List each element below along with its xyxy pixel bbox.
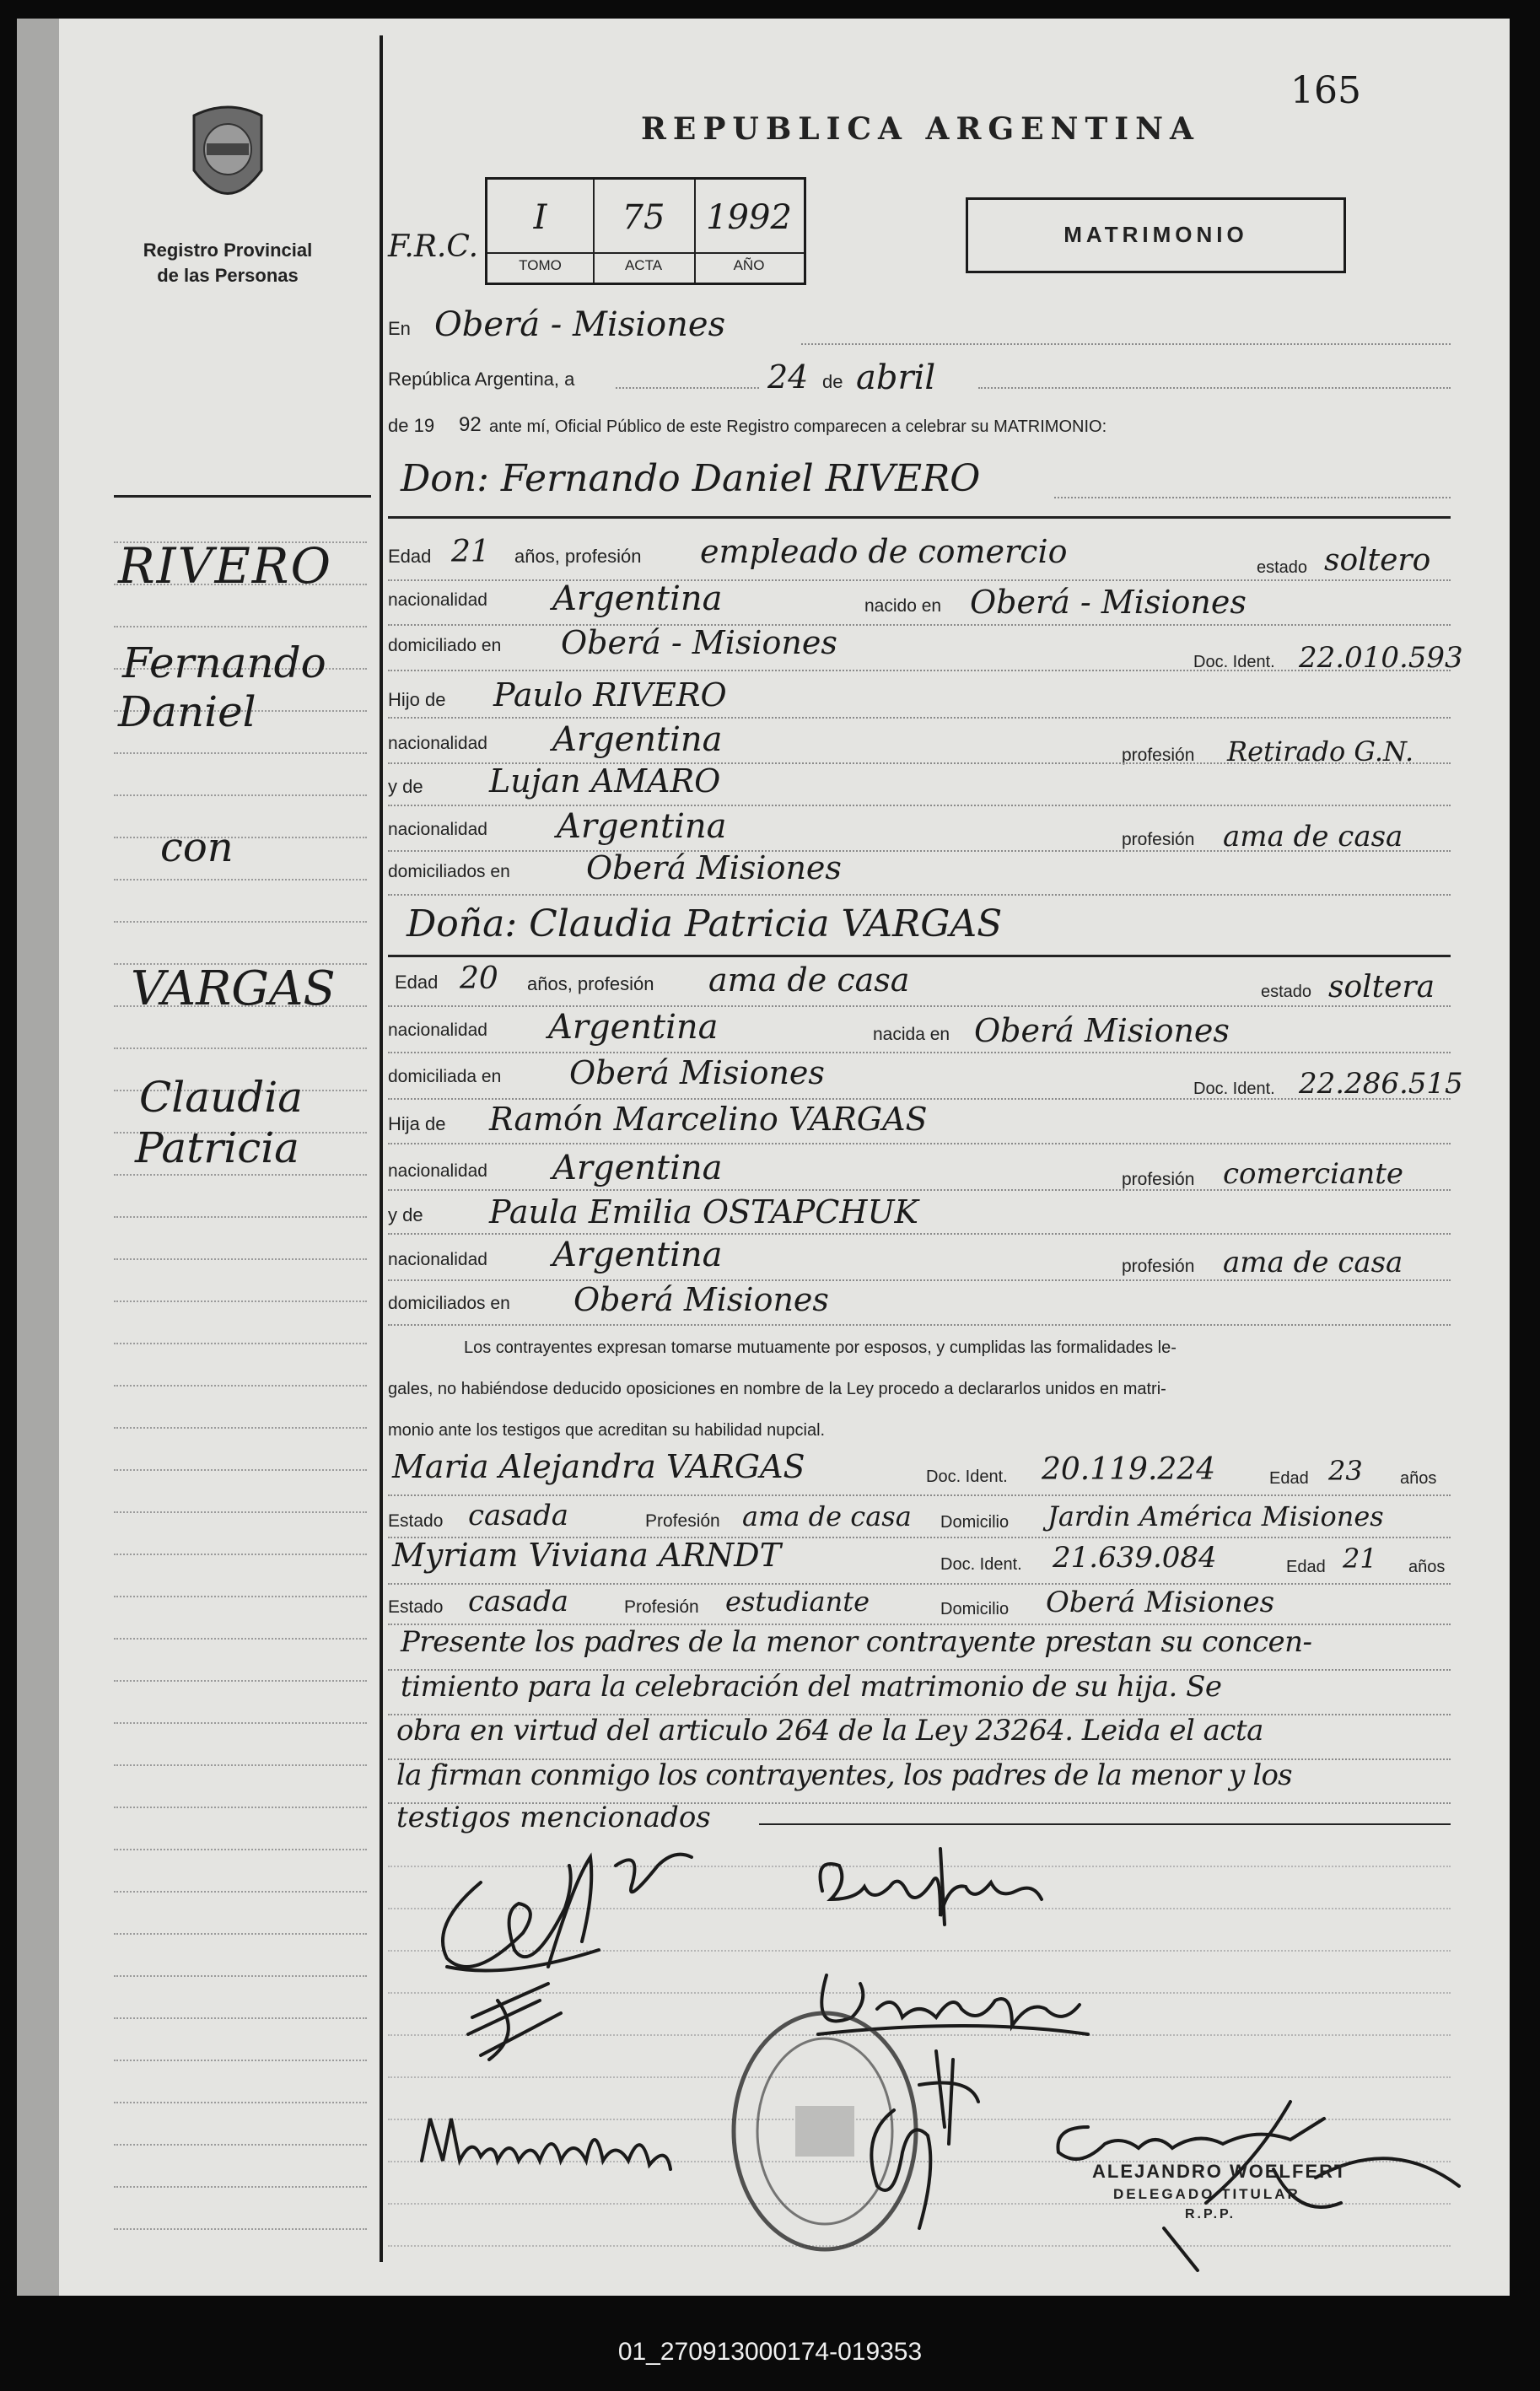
bride-father-prof-label: profesión bbox=[1122, 1170, 1195, 1189]
bride-mother-nac-label: nacionalidad bbox=[388, 1250, 487, 1269]
witness2-doc-label: Doc. Ident. bbox=[940, 1555, 1022, 1574]
acta-value: 75 bbox=[622, 198, 665, 237]
witness2-dom-label: Domicilio bbox=[940, 1600, 1010, 1618]
bride-estado-label: estado bbox=[1261, 983, 1312, 1001]
note-line2: timiento para la celebración del matrimonio de su hija. Se bbox=[401, 1670, 1222, 1704]
groom-father-prof-label: profesión bbox=[1122, 746, 1195, 765]
registry-name-line1: Registro Provincial bbox=[143, 240, 313, 261]
bride-full-name: Doña: Claudia Patricia VARGAS bbox=[407, 902, 1003, 945]
groom-edad: 21 bbox=[451, 535, 490, 569]
officer-title: DELEGADO TITULAR bbox=[1113, 2186, 1300, 2202]
bride-father-nac-label: nacionalidad bbox=[388, 1161, 487, 1181]
declaration-line3: monio ante los testigos que acreditan su habilidad nupcial. bbox=[388, 1421, 826, 1440]
witness1-domicilio: Jardin América Misiones bbox=[1047, 1500, 1384, 1532]
bride-edad-label: Edad bbox=[395, 972, 439, 993]
tomo-label: TOMO bbox=[519, 257, 562, 273]
groom-estado-label: estado bbox=[1257, 558, 1308, 577]
year-prefix: de 19 bbox=[388, 415, 435, 436]
groom-estado: soltero bbox=[1324, 543, 1431, 578]
witness2-doc: 21.639.084 bbox=[1053, 1541, 1217, 1575]
bride-mother-prof-label: profesión bbox=[1122, 1257, 1195, 1276]
provincial-emblem-icon bbox=[186, 103, 270, 217]
witness1-estado-label: Estado bbox=[388, 1511, 444, 1531]
witness1-doc-label: Doc. Ident. bbox=[926, 1467, 1008, 1486]
margin-bride-surname: VARGAS bbox=[131, 961, 336, 1016]
year-suffix: 92 bbox=[459, 413, 482, 436]
bride-domicilio: Oberá Misiones bbox=[569, 1054, 825, 1091]
anio-value: 1992 bbox=[706, 198, 792, 237]
bride-nacida-en: Oberá Misiones bbox=[974, 1012, 1230, 1049]
witness1-prof-label: Profesión bbox=[645, 1511, 720, 1531]
groom-hijo-label: Hijo de bbox=[388, 689, 446, 710]
groom-doc: 22.010.593 bbox=[1299, 641, 1463, 675]
groom-domicilio: Oberá - Misiones bbox=[561, 624, 837, 661]
bride-dom-label: domiciliada en bbox=[388, 1067, 502, 1086]
witness1-profesion: ama de casa bbox=[742, 1500, 912, 1532]
groom-mother-nac-label: nacionalidad bbox=[388, 820, 487, 839]
tomo-value: I bbox=[533, 198, 547, 237]
groom-mother-nacionalidad: Argentina bbox=[557, 807, 727, 846]
groom-nacido-label: nacido en bbox=[864, 596, 942, 616]
witness2-estado: casada bbox=[468, 1585, 569, 1618]
page-number: 165 bbox=[1290, 69, 1361, 112]
bride-estado: soltera bbox=[1328, 970, 1435, 1004]
registry-name-line2: de las Personas bbox=[157, 265, 299, 286]
register-page bbox=[17, 19, 1510, 2296]
groom-full-name: Don: Fernando Daniel RIVERO bbox=[401, 457, 981, 500]
margin-groom-name2: Daniel bbox=[118, 687, 256, 736]
bride-mother-nacionalidad: Argentina bbox=[552, 1236, 723, 1274]
margin-divider bbox=[380, 35, 383, 2262]
intro-text: ante mí, Oficial Público de este Registro comparecen a celebrar su MATRIMONIO: bbox=[489, 417, 1107, 436]
margin-groom-surname: RIVERO bbox=[118, 537, 333, 595]
witness1-edad: 23 bbox=[1328, 1455, 1363, 1487]
record-type-box bbox=[966, 197, 1346, 273]
image-id-footer: 01_270913000174-019353 bbox=[617, 2338, 923, 2366]
note-line1: Presente los padres de la menor contrayente prestan su concen- bbox=[401, 1625, 1312, 1659]
groom-mother-prof-label: profesión bbox=[1122, 830, 1195, 849]
groom-doc-label: Doc. Ident. bbox=[1193, 653, 1275, 671]
witness2-anos: años bbox=[1408, 1558, 1446, 1576]
groom-nac-label: nacionalidad bbox=[388, 590, 487, 610]
month: abril bbox=[856, 358, 936, 397]
witness2-domicilio: Oberá Misiones bbox=[1046, 1586, 1275, 1619]
groom-father-profesion: Retirado G.N. bbox=[1227, 735, 1414, 767]
bride-yde-label: y de bbox=[388, 1204, 423, 1225]
witness2-edad-label: Edad bbox=[1286, 1558, 1326, 1576]
en-label: En bbox=[388, 318, 411, 339]
witness2-name: Myriam Viviana ARNDT bbox=[392, 1537, 781, 1574]
bride-mother: Paula Emilia OSTAPCHUK bbox=[489, 1193, 918, 1231]
groom-nacido-en: Oberá - Misiones bbox=[970, 584, 1247, 621]
witness1-edad-label: Edad bbox=[1269, 1469, 1309, 1488]
bride-doc: 22.286.515 bbox=[1299, 1067, 1463, 1101]
page-title: REPUBLICA ARGENTINA bbox=[641, 111, 1200, 147]
groom-yde-label: y de bbox=[388, 776, 423, 797]
bride-doc-label: Doc. Ident. bbox=[1193, 1080, 1275, 1098]
bride-nac-label: nacionalidad bbox=[388, 1020, 487, 1040]
witness2-prof-label: Profesión bbox=[624, 1597, 699, 1617]
groom-father-nacionalidad: Argentina bbox=[552, 720, 723, 759]
bride-parents-domicilio: Oberá Misiones bbox=[573, 1281, 829, 1318]
officer-name: ALEJANDRO WOELFERT bbox=[1092, 2161, 1348, 2182]
witness1-name: Maria Alejandra VARGAS bbox=[392, 1448, 805, 1485]
bride-anos-prof-label: años, profesión bbox=[527, 973, 654, 994]
bride-nacionalidad: Argentina bbox=[548, 1008, 719, 1047]
record-type: MATRIMONIO bbox=[1063, 222, 1248, 247]
de-label: de bbox=[822, 371, 843, 392]
groom-mother: Lujan AMARO bbox=[489, 762, 721, 800]
witness1-dom-label: Domicilio bbox=[940, 1513, 1010, 1532]
bride-parents-dom-label: domiciliados en bbox=[388, 1294, 510, 1313]
bride-father-profesion: comerciante bbox=[1223, 1157, 1403, 1191]
note-line3: obra en virtud del articulo 264 de la Ley 23264. Leida el acta bbox=[396, 1714, 1263, 1747]
anio-label: AÑO bbox=[733, 257, 765, 273]
bride-edad: 20 bbox=[460, 961, 498, 996]
groom-profesion: empleado de comercio bbox=[700, 533, 1068, 570]
acta-label: ACTA bbox=[624, 257, 663, 273]
witness1-estado: casada bbox=[468, 1499, 569, 1532]
groom-father-nac-label: nacionalidad bbox=[388, 734, 487, 753]
groom-signature-icon bbox=[422, 1832, 759, 2085]
groom-parents-domicilio: Oberá Misiones bbox=[586, 849, 842, 886]
bride-father: Ramón Marcelino VARGAS bbox=[489, 1101, 928, 1138]
note-line4: la firman conmigo los contrayentes, los padres de la menor y los bbox=[396, 1758, 1292, 1792]
witness2-estado-label: Estado bbox=[388, 1597, 444, 1617]
bride-profesion: ama de casa bbox=[708, 961, 910, 999]
place: Oberá - Misiones bbox=[434, 305, 726, 344]
bride-mother-signature-icon bbox=[843, 2034, 995, 2254]
bride-nacida-label: nacida en bbox=[873, 1025, 950, 1044]
witness-signature-icon bbox=[413, 2093, 683, 2194]
bride-hija-label: Hija de bbox=[388, 1113, 446, 1134]
margin-groom-name1: Fernando bbox=[122, 638, 326, 687]
margin-bride-name1: Claudia bbox=[139, 1073, 304, 1122]
groom-father: Paulo RIVERO bbox=[493, 676, 727, 714]
declaration-line2: gales, no habiéndose deducido oposiciones en nombre de la Ley procedo a declararlos unidos en matri- bbox=[388, 1380, 1166, 1398]
witness2-profesion: estudiante bbox=[725, 1586, 870, 1618]
groom-mother-profesion: ama de casa bbox=[1223, 820, 1403, 854]
declaration-line1: Los contrayentes expresan tomarse mutuamente por esposos, y cumplidas las formalidades le- bbox=[464, 1338, 1177, 1357]
officer-org: R.P.P. bbox=[1185, 2207, 1236, 2221]
note-line5: testigos mencionados bbox=[396, 1801, 711, 1834]
witness2-edad: 21 bbox=[1343, 1543, 1377, 1575]
republica-label: República Argentina, a bbox=[388, 369, 575, 390]
witness1-doc: 20.119.224 bbox=[1042, 1452, 1216, 1487]
bride-mother-profesion: ama de casa bbox=[1223, 1246, 1403, 1279]
bride-father-nacionalidad: Argentina bbox=[552, 1149, 723, 1187]
groom-parents-dom-label: domiciliados en bbox=[388, 862, 510, 881]
margin-con: con bbox=[160, 824, 234, 871]
witness1-anos: años bbox=[1400, 1469, 1437, 1488]
margin-bride-name2: Patricia bbox=[135, 1123, 299, 1172]
register-id-box bbox=[485, 177, 806, 285]
groom-edad-label: Edad bbox=[388, 546, 432, 567]
day: 24 bbox=[767, 358, 809, 396]
groom-anos-prof-label: años, profesión bbox=[514, 546, 642, 567]
frc-label: F.R.C. bbox=[388, 229, 479, 264]
groom-nacionalidad: Argentina bbox=[552, 579, 723, 618]
groom-dom-label: domiciliado en bbox=[388, 636, 502, 655]
page-edge bbox=[17, 19, 59, 2296]
bride-signature-icon bbox=[805, 1840, 1058, 1933]
